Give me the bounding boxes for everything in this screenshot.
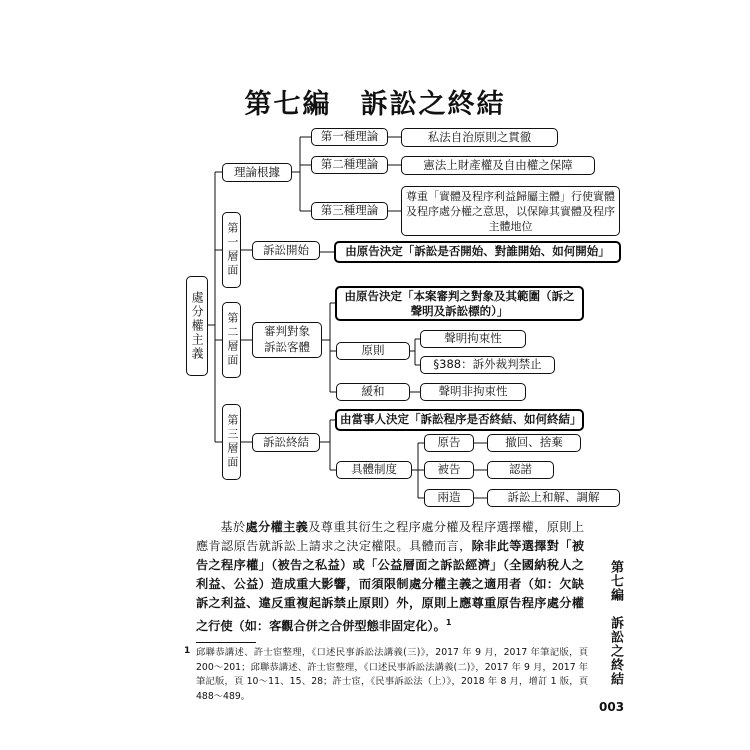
body-bold-2: 除非此等選擇對「被告之程序權」（被告之私益）或「公益層面之訴訟經濟」（全國納稅人之利益、公益）造成重大影響，而須限制處分權主義之適用者（如：欠缺訴之利益、違反重複起訴禁止原則）外，原則上應尊重原告程序處分權之行使（如：客觀合併之合併型態非固定化）。 — [196, 539, 585, 634]
l2-principle-1: 聲明拘束性 — [420, 330, 526, 348]
l3-act-3: 訴訟上和解、調解 — [487, 489, 620, 507]
body-paragraph — [196, 518, 584, 636]
l3-party-2: 被告 — [424, 461, 474, 479]
l1-desc: 由原告決定「訴訟是否開始、對誰開始、如何開始」 — [334, 241, 621, 263]
l2-relax-desc: 聲明非拘束性 — [420, 383, 526, 401]
level-1-node: 第一層面 — [222, 212, 241, 288]
footnote-mark: 1 — [184, 646, 191, 656]
theory-item-2: 第二種理論 — [311, 156, 388, 174]
footnote-ref: 1 — [445, 618, 452, 627]
l3-desc: 由當事人決定「訴訟程序是否終結、如何終結」 — [335, 409, 584, 431]
footnote-text: 邱聯恭講述、許士宦整理，《口述民事訴訟法講義(三)》，2017 年 9 月，2017 年筆記版，頁 200～201；邱聯恭講述、許士宦整理，《口述民事訴訟法講義(二)》，2017 年 9 月，2017 年筆記版，頁 10～11、15、28；許士宦，《民事訴訟法（上）》，2018 年 8 月，增訂 1 版，頁 488～489。 — [196, 647, 588, 702]
l3-act-2: 認諾 — [487, 461, 554, 479]
footnote-divider — [196, 642, 256, 643]
theory-item-1: 第一種理論 — [311, 128, 388, 146]
l3-party-1: 原告 — [424, 434, 474, 452]
chapter-side-tab: 第七編 訴訟之終結 — [608, 560, 623, 686]
l2-relax: 緩和 — [336, 383, 410, 401]
root-node: 處分權主義 — [186, 276, 208, 376]
theory-desc-3: 尊重「實體及程序利益歸屬主體」行使實體及程序處分權之意思，以保障其實體及程序主體地位 — [401, 186, 620, 236]
l2-principle: 原則 — [336, 342, 410, 360]
theory-node: 理論根據 — [222, 163, 292, 182]
page-number: 003 — [599, 700, 625, 714]
theory-item-3: 第三種理論 — [311, 202, 388, 220]
l3-item: 訴訟終結 — [252, 433, 320, 452]
level-2-node: 第二層面 — [222, 302, 241, 378]
l2-desc: 由原告決定「本案審判之對象及其範圍（訴之聲明及訴訟標的）」 — [335, 286, 584, 321]
l3-system: 具體制度 — [336, 461, 412, 479]
l1-item: 訴訟開始 — [252, 241, 320, 260]
theory-desc-2: 憲法上財產權及自由權之保障 — [401, 156, 595, 175]
body-bold-1: 處分權主義 — [245, 520, 309, 534]
l2-item: 審判對象 訴訟客體 — [252, 322, 322, 358]
body-text-1: 基於 — [220, 520, 246, 534]
theory-desc-1: 私法自治原則之貫徹 — [401, 128, 558, 147]
l3-act-1: 撤回、捨棄 — [487, 434, 581, 452]
l3-party-3: 兩造 — [424, 489, 474, 507]
body-text-2: 及尊重其衍生之程序處分權及程序選擇權，原則上應肯認原告就訴訟上請求之決定權限。具體而言， — [196, 520, 585, 553]
page-title: 第七編 訴訟之終結 — [244, 89, 506, 120]
level-3-node: 第三層面 — [222, 404, 241, 480]
l2-principle-2: §388：訴外裁判禁止 — [420, 356, 555, 374]
